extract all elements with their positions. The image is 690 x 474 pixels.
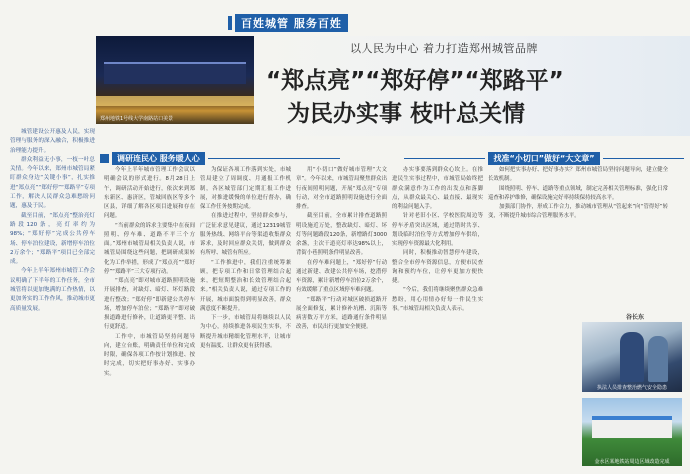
body-column-3 bbox=[296, 166, 387, 466]
body-paragraph: 今年上半年城市管理工作会议以明确会议的形式进行。8月28日上午，调研活动开始进行，依次来到郑东新区、惠济区，管城回族区等多个区县，详细了解各区项目进展和存在问题。 bbox=[104, 167, 195, 220]
section-divider bbox=[404, 158, 485, 159]
body-paragraph: 截至目前，全市累计排查道路照明设施近万处，整改缺灯、暗灯、坏灯等问题路段120条，新增路灯3000余盏，主次干道亮灯率达98%以上，背街小巷照明条件明显改善。 bbox=[296, 213, 387, 257]
station-building bbox=[592, 416, 672, 438]
station-platform bbox=[96, 96, 254, 106]
body-column-5 bbox=[488, 166, 668, 306]
body-paragraph: 下一步，市城管局将继续以人民为中心，持续推进各项民生实事，不断提升城市精细化管理水平，让城市更有温度、让群众更有获得感。 bbox=[200, 315, 291, 349]
body-paragraph: 办实事要落到群众心坎上。在推进民生实事过程中，市城管局始终把群众满意作为工作的出发点和落脚点，从群众最关心、最直接、最现实的利益问题入手。 bbox=[392, 167, 483, 210]
section-marker-icon bbox=[100, 154, 109, 163]
section-heading-left-label: 调研连民心 服务暖人心 bbox=[112, 152, 205, 165]
lead-column bbox=[10, 128, 95, 468]
body-column-2 bbox=[200, 166, 291, 466]
inspection-photo bbox=[582, 322, 682, 392]
body-paragraph: “郑点亮”即对城市道路照明设施开展排查，对缺灯、暗灯、坏灯路段进行整改；“郑好停”即新建公共停车场，增加停车泊位；“郑路平”即对破损道路进行修补，让道路更平整、出行更舒适。 bbox=[104, 278, 195, 331]
headline-line-1: “郑点亮”“郑好停”“郑路平” bbox=[266, 68, 564, 94]
section-tag-label: 百姓城管 服务百姓 bbox=[235, 14, 348, 32]
body-paragraph: 在推进过程中，坚持群众参与，广泛征求意见建议，通过12319城管服务热线、网络平台等渠道收集群众诉求，及时回应群众关切，做到群众有所呼、城管有所应。 bbox=[200, 213, 291, 257]
body-paragraph: “今后，我们将继续聚焦群众急难愁盼，用心用情办好每一件民生实事。”市城管局相关负责人表示。 bbox=[392, 287, 483, 312]
lead-paragraph: 城管建设公开惠及人民，实现管理与服务的深入融合，积极推进治理能力提升。 bbox=[10, 129, 95, 154]
lead-paragraph: 群众利益无小事，一枝一叶总关情。今年以来，郑州市城管局紧盯群众身边“关键小事”，扎实推进“郑点亮”“郑好停”“郑路平”专项工作，解决人民群众急难愁盼问题，惠及于民。 bbox=[10, 156, 95, 210]
subtitle: 以人民为中心 着力打造郑州城管品牌 bbox=[350, 42, 538, 55]
body-paragraph: 同时，积极推动智慧停车建设，整合全市停车资源信息，方便市民查询和预约车位，让停车更加方便快捷。 bbox=[392, 250, 483, 284]
officer-figure bbox=[648, 336, 668, 382]
lead-paragraph: 截至目前，“郑点亮”整治亮灯路段120条，亮灯率约为98%；“郑好停”完成公共停车场、停车泊位建设，新增停车泊位2万余个；“郑路平”项目已全部完成。 bbox=[10, 212, 95, 266]
section-heading-left bbox=[100, 152, 340, 164]
lead-photo bbox=[96, 36, 254, 124]
tag-bar-icon bbox=[228, 16, 232, 30]
body-paragraph: “当前群众的诉求主要集中在夜间照明、停车难、道路不平三个方面。”郑州市城管局相关负责人说，市城管局围绕这些问题，把调研成果转化为工作举措，形成了“郑点亮”“郑好停”“郑路平”三大专项行动。 bbox=[104, 222, 195, 275]
station-area-photo-caption: 金水区某地铁站周边区域改造完成 bbox=[594, 459, 670, 465]
body-paragraph: 为保证各项工作落到实处，市城管局建立了周调度、月通报工作机制，各区城管部门定期汇报工作进展，对推进缓慢的单位进行督办，确保工作任务按期完成。 bbox=[200, 167, 291, 210]
body-column-1 bbox=[104, 166, 195, 466]
body-paragraph: 加强部门协作，形成工作合力，推动城市管理从“管起来”向“管得好”转变，不断提升城市综合管理服务水平。 bbox=[488, 204, 668, 220]
body-paragraph: 针对老旧小区、学校医院周边等停车矛盾突出区域，通过错时共享、划设临时泊位等方式增加停车供给，实现停车资源最大化利用。 bbox=[392, 213, 483, 247]
lead-photo-caption: 郑州地铁1号线大学南路站口美景 bbox=[100, 116, 174, 122]
body-column-4 bbox=[392, 166, 483, 466]
body-paragraph: 如何把实事办好、把好事办实？郑州市城管局坚持问题导向，建立健全长效机制。 bbox=[488, 167, 668, 183]
section-heading-right bbox=[404, 152, 684, 164]
body-paragraph: 围绕照明、停车、道路等重点领域，制定完善相关管理标准，强化日常巡查和养护维修，确保设施完好率持续保持较高水平。 bbox=[488, 185, 668, 201]
headline-line-2: 为民办实事 枝叶总关情 bbox=[287, 101, 526, 127]
body-paragraph: “郑路平”行动对城区破损道路开展全面修复，累计修补坑槽、沉陷等病害数万平方米，道路通行条件明显改善，市民出行更加安全便捷。 bbox=[296, 296, 387, 331]
inspection-photo-caption: 执法人员排查整治燃气安全隐患 bbox=[596, 385, 667, 391]
section-divider bbox=[603, 158, 684, 159]
body-paragraph: “工作推进中，我们注重统筹兼顾，把专项工作和日常管理结合起来，把短期整治和长效管理结合起来。”相关负责人说，通过专项工作的开展，城市面貌得到明显改善，群众满意度不断提升。 bbox=[200, 259, 291, 312]
body-paragraph: 工作中，市城管局坚持问题导向，建立台账，明确责任单位和完成时限，确保各项工作按计划推进、按时完成，切实把好事办好、实事办实。 bbox=[104, 333, 195, 377]
section-divider bbox=[208, 158, 340, 159]
station-canopy bbox=[104, 62, 246, 84]
station-area-photo bbox=[582, 398, 682, 466]
section-heading-right-label: 找准“小切口”做好“大文章” bbox=[488, 152, 599, 165]
officer-figure bbox=[620, 332, 644, 382]
section-tag bbox=[228, 15, 348, 31]
author-byline: 谷长东 bbox=[626, 314, 645, 321]
body-paragraph: 用“小切口”做好城市管理“大文章”。今年以来，市城管局聚焦群众出行夜间照明问题，开展“郑点亮”专项行动，对全市道路照明设施进行全面排查。 bbox=[296, 167, 387, 210]
lead-paragraph: 今年上半年郑州市城管工作会议明确了下半年的工作任务，全市城管将以更加饱满的工作热情，以更加务实的工作作风，推动城市更高质量发展。 bbox=[10, 268, 95, 312]
body-paragraph: 在停车难问题上，“郑好停”行动通过新建、改建公共停车场，挖潜停车资源，累计新增停车泊位2万余个，有效缓解了重点区域停车难问题。 bbox=[296, 259, 387, 294]
